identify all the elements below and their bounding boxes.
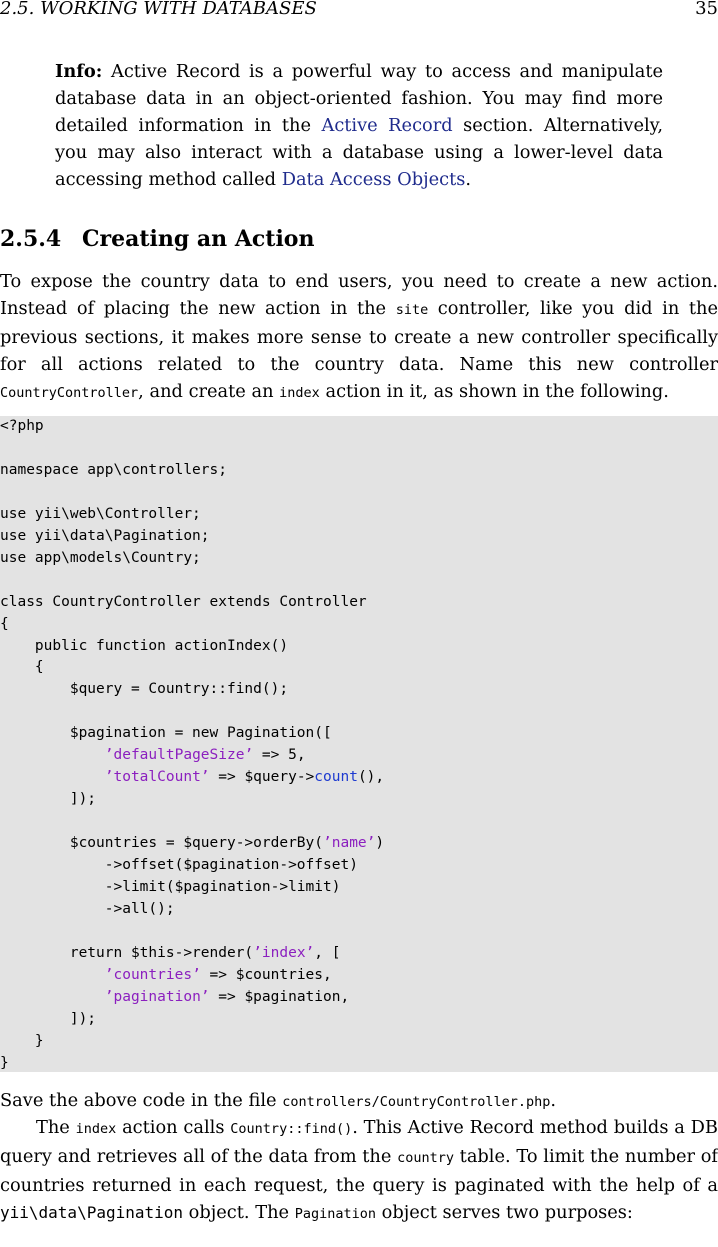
code-line: }	[0, 1054, 9, 1071]
code-string: ’name’	[323, 835, 376, 852]
code-line: {	[0, 659, 44, 676]
inline-code: CountryController	[0, 385, 139, 401]
running-section-title: 2.5. WORKING WITH DATABASES	[0, 0, 317, 19]
inline-code: country	[397, 1150, 454, 1166]
intro-paragraph	[0, 268, 718, 407]
code-string: ’pagination’	[104, 988, 210, 1005]
page-number: 35	[695, 0, 718, 19]
code-keyword: count	[314, 769, 358, 786]
code-line: public function actionIndex()	[0, 637, 289, 654]
inline-code: index	[75, 1121, 117, 1137]
code-line: ->limit($pagination->limit)	[0, 879, 341, 896]
code-indent	[0, 967, 105, 983]
code-line: $countries = $query->orderBy(	[0, 835, 324, 852]
code-line: ->all();	[0, 900, 175, 917]
code-string: ’index’	[253, 944, 315, 961]
code-line: => $pagination,	[209, 988, 350, 1005]
code-line: => $countries,	[200, 966, 332, 983]
paragraph-text: action calls	[116, 1117, 231, 1138]
paragraph-text: , and create an	[138, 381, 280, 402]
code-line: ->offset($pagination->offset)	[0, 857, 358, 874]
code-line: use yii\web\Controller;	[0, 505, 201, 522]
active-record-link[interactable]: Active Record	[321, 115, 453, 136]
paragraph-text: action in it, as shown in the following.	[319, 381, 669, 402]
code-line: }	[0, 1032, 44, 1049]
paragraph-text: object. The	[183, 1202, 295, 1223]
code-line: use yii\data\Pagination;	[0, 527, 210, 544]
code-indent	[0, 769, 105, 785]
save-paragraph	[0, 1087, 718, 1116]
inline-code: Pagination	[294, 1206, 376, 1222]
code-line: )	[375, 835, 385, 852]
code-line: , [	[314, 944, 341, 961]
page-header	[0, 0, 718, 21]
code-line: ]);	[0, 1010, 97, 1027]
code-text	[0, 416, 384, 1075]
code-line: class CountryController extends Controller	[0, 593, 367, 610]
paragraph-text: The	[36, 1117, 76, 1138]
code-indent	[0, 989, 105, 1005]
info-label: Info:	[55, 61, 103, 82]
code-string: ’totalCount’	[104, 769, 210, 786]
info-text: .	[465, 169, 472, 190]
paragraph-text: object serves two purposes:	[375, 1202, 633, 1223]
code-indent	[0, 747, 105, 763]
inline-code: Country::find()	[230, 1121, 353, 1137]
code-listing	[0, 416, 718, 1072]
paragraph-text: Save the above code in the file	[0, 1090, 283, 1111]
explain-paragraph	[0, 1114, 718, 1228]
code-line: namespace app\controllers;	[0, 461, 227, 478]
code-line: ]);	[0, 791, 97, 808]
code-line: use app\models\Country;	[0, 549, 201, 566]
code-line: => 5,	[253, 747, 306, 764]
paragraph-text: .	[550, 1090, 557, 1111]
info-text: Active Record is a powerful way to access and manipulate database data in an object-oriented fashion. You may find more detailed information in the	[55, 61, 663, 136]
inline-code: controllers/CountryController.php	[282, 1094, 551, 1110]
inline-code: site	[395, 302, 429, 318]
code-line: return $this->render(	[0, 944, 254, 961]
code-line: (),	[357, 769, 385, 786]
paragraph-text: . This Active Record method builds a DB query and retrieves all of the data from the	[0, 1117, 718, 1167]
paragraph-text: To expose the country data to end users, you need to create a new action. Instead of placing the new action in the	[0, 271, 718, 319]
inline-code: yii\data\Pagination	[0, 1203, 184, 1222]
section-heading	[0, 224, 314, 254]
code-line: => $query->	[209, 769, 315, 786]
info-text: section. Alternatively, you may also interact with a database using a lower-level data accessing method called	[55, 115, 663, 190]
code-line: {	[0, 615, 9, 632]
info-box	[55, 58, 663, 193]
section-title: Creating an Action	[82, 226, 315, 252]
section-number: 2.5.4	[0, 226, 62, 252]
code-line: <?php	[0, 418, 44, 434]
code-string: ’countries’	[104, 966, 201, 983]
code-line: $query = Country::find();	[0, 681, 289, 698]
paragraph-text: controller, like you did in the previous sections, it makes more sense to create a new controller specifically for all actions related to the country data. Name this new controller	[0, 298, 718, 375]
code-string: ’defaultPageSize’	[104, 747, 254, 764]
data-access-objects-link[interactable]: Data Access Objects	[281, 169, 466, 190]
inline-code: index	[279, 385, 320, 401]
code-line: $pagination = new Pagination([	[0, 725, 332, 742]
paragraph-text: table. To limit the number of countries returned in each request, the query is paginated with the help of a	[0, 1146, 718, 1196]
